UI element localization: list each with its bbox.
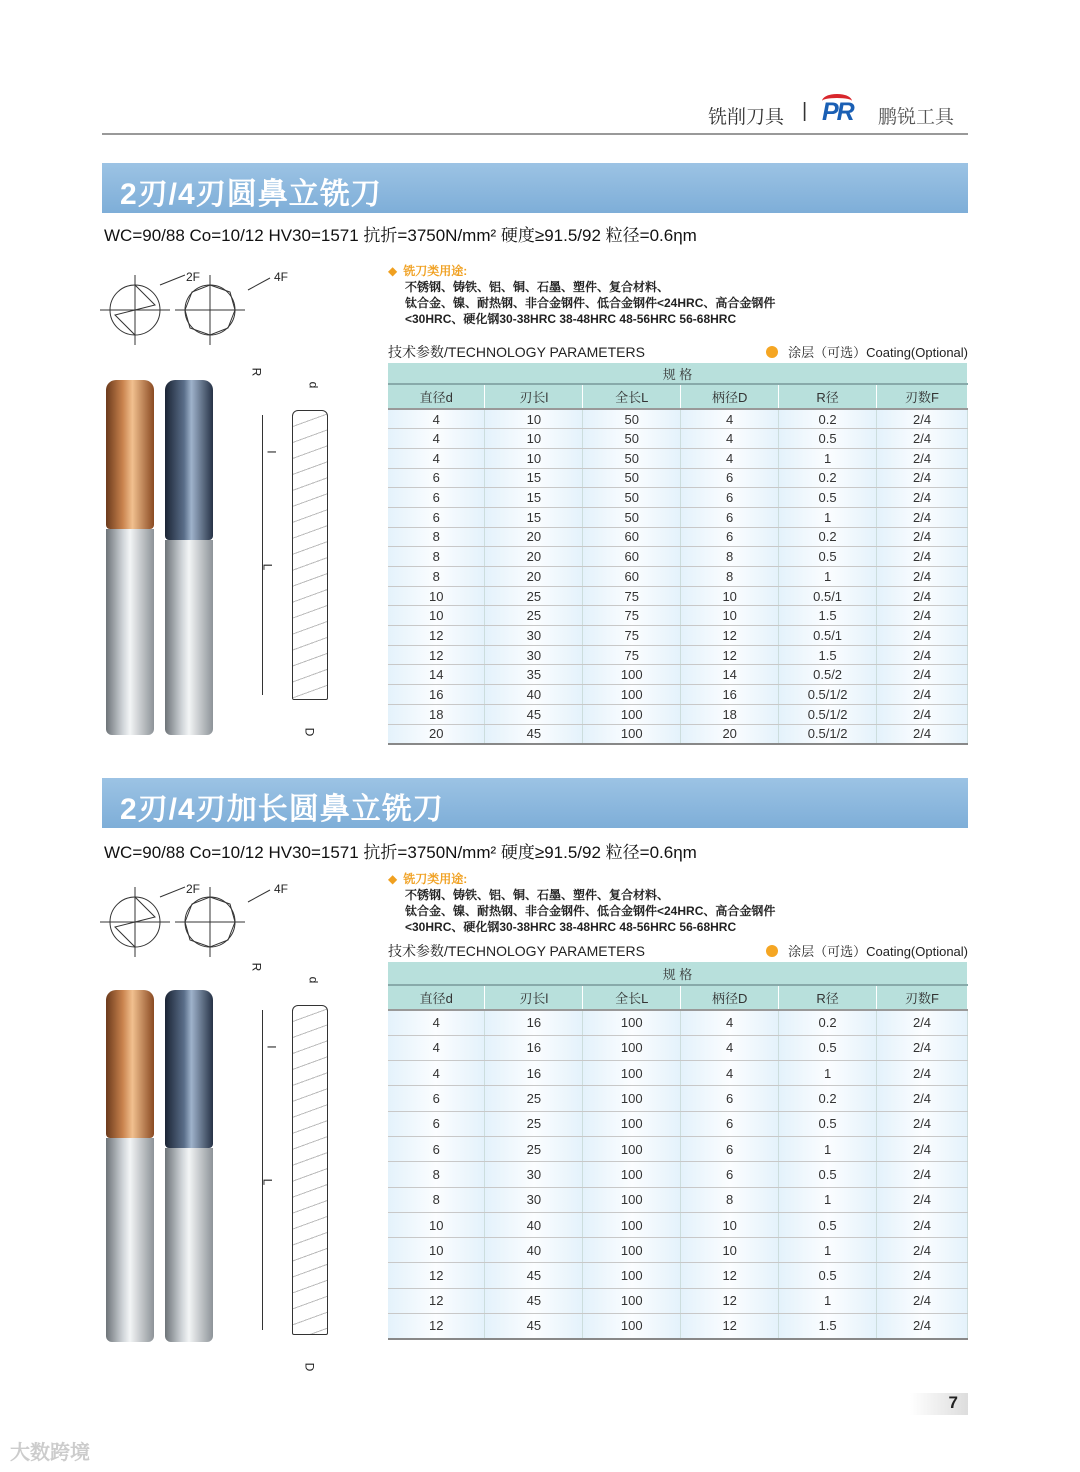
table-cell: 8 — [388, 1187, 485, 1212]
table-cell: 4 — [681, 1035, 779, 1060]
group-header: 规 格 — [388, 363, 968, 384]
table-cell: 2/4 — [877, 1263, 968, 1288]
table-cell: 4 — [681, 429, 779, 449]
table-cell: 4 — [681, 1061, 779, 1086]
table-row — [388, 1061, 968, 1086]
table-cell: 4 — [388, 1061, 485, 1086]
table-cell: 6 — [388, 507, 485, 527]
table-cell: 10 — [681, 586, 779, 606]
tech-params-label — [388, 941, 968, 961]
copper-end-mill-shank — [106, 529, 154, 735]
table-cell: 2/4 — [877, 626, 968, 646]
table-cell: 40 — [485, 685, 583, 705]
table-cell: 45 — [485, 724, 583, 744]
spec-table — [388, 363, 968, 745]
copper-end-mill-shank — [106, 1138, 154, 1342]
table-cell: 100 — [583, 1111, 681, 1136]
table-cell: 8 — [388, 527, 485, 547]
table-row — [388, 1212, 968, 1237]
material-spec: WC=90/88 Co=10/12 HV30=1571 抗折=3750N/mm² 硬度≥91.5/92 粒径=0.6ηm — [104, 843, 697, 862]
column-header: R径 — [779, 985, 877, 1010]
tool-drawing — [292, 1005, 328, 1335]
table-cell: 0.5/1/2 — [779, 704, 877, 724]
table-cell: 12 — [681, 1263, 779, 1288]
table-cell: 100 — [583, 1061, 681, 1086]
table-cell: 0.5 — [779, 1162, 877, 1187]
table-cell: 45 — [485, 704, 583, 724]
table-cell: 12 — [681, 1288, 779, 1313]
table-cell: 2/4 — [877, 1162, 968, 1187]
table-cell: 2/4 — [877, 507, 968, 527]
table-cell: 1 — [779, 1136, 877, 1161]
table-cell: 1.5 — [779, 1314, 877, 1339]
brand-name: 鹏锐工具 — [878, 107, 955, 128]
table-cell: 12 — [388, 626, 485, 646]
page-number: 7 — [910, 1393, 968, 1415]
label-2f: 2F — [186, 882, 201, 896]
coated-end-mill-shank — [165, 1148, 213, 1342]
table-cell: 2/4 — [877, 468, 968, 488]
column-header: 刃长l — [485, 985, 583, 1010]
table-cell: 10 — [388, 586, 485, 606]
table-cell: 2/4 — [877, 448, 968, 468]
table-cell: 25 — [485, 1136, 583, 1161]
usage-line: <30HRC、硬化钢30-38HRC 38-48HRC 48-56HRC 56-68HRC — [405, 312, 737, 326]
dimension-L-line — [262, 415, 263, 695]
table-cell: 4 — [388, 409, 485, 429]
table-cell: 100 — [583, 665, 681, 685]
table-cell: 8 — [681, 547, 779, 567]
coated-end-mill-shank — [165, 540, 213, 735]
usage-line: <30HRC、硬化钢30-38HRC 38-48HRC 48-56HRC 56-68HRC — [405, 920, 737, 934]
usage-line: 不锈钢、铸铁、铝、铜、石墨、塑件、复合材料、 — [405, 280, 670, 294]
table-row — [388, 547, 968, 567]
table-row — [388, 586, 968, 606]
table-cell: 75 — [583, 586, 681, 606]
table-row — [388, 1187, 968, 1212]
table-cell: 30 — [485, 645, 583, 665]
table-cell: 2/4 — [877, 1212, 968, 1237]
table-cell: 100 — [583, 1288, 681, 1313]
column-header: 柄径D — [681, 985, 779, 1010]
usage-block — [388, 871, 775, 935]
column-header: 刃长l — [485, 384, 583, 409]
watermark: 大数跨境 — [10, 1442, 90, 1464]
table-cell: 2/4 — [877, 1136, 968, 1161]
table-cell: 6 — [681, 1136, 779, 1161]
table-cell: 20 — [681, 724, 779, 744]
label-D: D — [302, 1362, 317, 1372]
table-row — [388, 1162, 968, 1187]
table-cell: 1 — [779, 1288, 877, 1313]
table-row — [388, 665, 968, 685]
table-cell: 100 — [583, 1314, 681, 1339]
table-cell: 0.5 — [779, 1111, 877, 1136]
copper-end-mill-image — [106, 380, 154, 529]
usage-line: 不锈钢、铸铁、铝、铜、石墨、塑件、复合材料、 — [405, 888, 670, 902]
table-cell: 50 — [583, 429, 681, 449]
table-cell: 50 — [583, 468, 681, 488]
group-header: 规 格 — [388, 962, 968, 985]
table-cell: 4 — [388, 429, 485, 449]
table-row — [388, 685, 968, 705]
label-2f: 2F — [186, 270, 201, 284]
table-cell: 0.5 — [779, 547, 877, 567]
table-cell: 12 — [388, 1288, 485, 1313]
table-cell: 18 — [388, 704, 485, 724]
table-cell: 2/4 — [877, 527, 968, 547]
table-cell: 10 — [485, 429, 583, 449]
table-row — [388, 448, 968, 468]
table-cell: 100 — [583, 1263, 681, 1288]
table-cell: 20 — [485, 567, 583, 587]
table-cell: 15 — [485, 468, 583, 488]
logo-letters: PR — [822, 98, 853, 126]
brand-logo — [820, 94, 970, 128]
table-cell: 2/4 — [877, 1086, 968, 1111]
table-cell: 100 — [583, 1212, 681, 1237]
table-cell: 30 — [485, 1187, 583, 1212]
table-row — [388, 567, 968, 587]
column-header: 柄径D — [681, 384, 779, 409]
2-flute-section-icon — [100, 887, 170, 957]
table-cell: 8 — [681, 567, 779, 587]
label-4f: 4F — [274, 270, 289, 284]
table-cell: 6 — [681, 507, 779, 527]
table-cell: 8 — [388, 567, 485, 587]
column-header: 直径d — [388, 985, 485, 1010]
table-cell: 100 — [583, 1136, 681, 1161]
table-cell: 25 — [485, 1111, 583, 1136]
table-cell: 30 — [485, 1162, 583, 1187]
table-cell: 60 — [583, 547, 681, 567]
tech-params-label — [388, 342, 968, 362]
header-divider — [102, 133, 968, 135]
label-L: L — [260, 1178, 275, 1186]
table-cell: 0.5/1/2 — [779, 685, 877, 705]
table-cell: 16 — [485, 1061, 583, 1086]
table-row — [388, 468, 968, 488]
table-cell: 12 — [388, 1314, 485, 1339]
table-cell: 100 — [583, 1010, 681, 1035]
table-row — [388, 724, 968, 744]
section-title: 2刃/4刃圆鼻立铣刀 — [102, 163, 968, 213]
table-cell: 25 — [485, 1086, 583, 1111]
table-cell: 50 — [583, 409, 681, 429]
table-row — [388, 429, 968, 449]
table-cell: 2/4 — [877, 488, 968, 508]
tech-params-title: 技术参数/TECHNOLOGY PARAMETERS — [388, 344, 645, 360]
label-r: R — [249, 962, 264, 972]
table-cell: 4 — [681, 1010, 779, 1035]
label-l: l — [264, 1045, 279, 1049]
table-cell: 0.5 — [779, 1263, 877, 1288]
table-cell: 25 — [485, 606, 583, 626]
table-row — [388, 606, 968, 626]
table-cell: 8 — [681, 1187, 779, 1212]
coated-end-mill-image — [165, 990, 213, 1148]
2-flute-section-icon — [100, 275, 170, 345]
coating-text: 涂层（可选）Coating(Optional) — [788, 345, 968, 360]
table-cell: 20 — [388, 724, 485, 744]
table-cell: 2/4 — [877, 1187, 968, 1212]
usage-line: 钛合金、镍、耐热钢、非合金钢件、低合金钢件<24HRC、高合金钢件 — [405, 904, 776, 918]
table-cell: 75 — [583, 626, 681, 646]
table-cell: 100 — [583, 1238, 681, 1263]
table-cell: 0.2 — [779, 527, 877, 547]
table-cell: 50 — [583, 448, 681, 468]
tech-params-title: 技术参数/TECHNOLOGY PARAMETERS — [388, 943, 645, 959]
coating-legend — [766, 941, 968, 960]
table-cell: 2/4 — [877, 409, 968, 429]
table-cell: 0.2 — [779, 1010, 877, 1035]
table-cell: 60 — [583, 567, 681, 587]
table-cell: 1.5 — [779, 606, 877, 626]
table-row — [388, 1010, 968, 1035]
table-cell: 12 — [681, 1314, 779, 1339]
table-cell: 2/4 — [877, 724, 968, 744]
table-cell: 6 — [681, 1086, 779, 1111]
dimension-L-line — [262, 1010, 263, 1330]
table-cell: 10 — [485, 409, 583, 429]
table-cell: 2/4 — [877, 1035, 968, 1060]
table-cell: 100 — [583, 724, 681, 744]
table-cell: 25 — [485, 586, 583, 606]
table-cell: 16 — [681, 685, 779, 705]
table-row — [388, 1136, 968, 1161]
table-cell: 6 — [388, 1086, 485, 1111]
table-cell: 2/4 — [877, 606, 968, 626]
table-cell: 0.5/1/2 — [779, 724, 877, 744]
table-cell: 100 — [583, 1162, 681, 1187]
material-spec: WC=90/88 Co=10/12 HV30=1571 抗折=3750N/mm² 硬度≥91.5/92 粒径=0.6ηm — [104, 226, 697, 245]
table-cell: 10 — [485, 448, 583, 468]
4-flute-section-icon — [175, 887, 245, 957]
table-row — [388, 645, 968, 665]
table-cell: 10 — [388, 606, 485, 626]
table-cell: 40 — [485, 1212, 583, 1237]
table-cell: 2/4 — [877, 645, 968, 665]
table-row — [388, 1263, 968, 1288]
table-cell: 100 — [583, 1086, 681, 1111]
table-cell: 8 — [388, 1162, 485, 1187]
table-row — [388, 704, 968, 724]
column-header: 直径d — [388, 384, 485, 409]
usage-title-text: 铣刀类用途: — [403, 264, 468, 278]
table-cell: 6 — [681, 1111, 779, 1136]
table-cell: 45 — [485, 1263, 583, 1288]
column-header: 全长L — [583, 985, 681, 1010]
table-cell: 14 — [681, 665, 779, 685]
table-cell: 2/4 — [877, 1238, 968, 1263]
table-cell: 12 — [388, 645, 485, 665]
table-cell: 2/4 — [877, 586, 968, 606]
label-D: D — [302, 727, 317, 737]
table-cell: 2/4 — [877, 1111, 968, 1136]
table-cell: 4 — [388, 448, 485, 468]
table-cell: 2/4 — [877, 685, 968, 705]
spec-table — [388, 962, 968, 1340]
coating-dot-icon — [766, 945, 778, 957]
coating-text: 涂层（可选）Coating(Optional) — [788, 944, 968, 959]
table-row — [388, 1314, 968, 1339]
usage-title-text: 铣刀类用途: — [403, 872, 468, 886]
table-row — [388, 1086, 968, 1111]
table-row — [388, 1111, 968, 1136]
coating-dot-icon — [766, 346, 778, 358]
label-4f: 4F — [274, 882, 289, 896]
table-cell: 0.2 — [779, 409, 877, 429]
table-cell: 10 — [681, 1238, 779, 1263]
table-cell: 50 — [583, 488, 681, 508]
table-cell: 50 — [583, 507, 681, 527]
table-cell: 16 — [485, 1035, 583, 1060]
table-cell: 6 — [388, 1111, 485, 1136]
table-cell: 1 — [779, 1187, 877, 1212]
table-cell: 20 — [485, 547, 583, 567]
table-cell: 6 — [681, 1162, 779, 1187]
coating-legend — [766, 342, 968, 361]
table-cell: 2/4 — [877, 429, 968, 449]
4-flute-section-icon — [175, 275, 245, 345]
table-cell: 0.5 — [779, 1212, 877, 1237]
table-row — [388, 1238, 968, 1263]
label-l: l — [264, 450, 279, 454]
table-row — [388, 527, 968, 547]
table-cell: 30 — [485, 626, 583, 646]
table-cell: 2/4 — [877, 1010, 968, 1035]
table-cell: 16 — [485, 1010, 583, 1035]
column-header-row — [388, 985, 968, 1010]
table-cell: 10 — [388, 1238, 485, 1263]
diamond-bullet-icon: ◆ — [388, 264, 398, 278]
usage-line: 钛合金、镍、耐热钢、非合金钢件、低合金钢件<24HRC、高合金钢件 — [405, 296, 776, 310]
table-cell: 1 — [779, 1238, 877, 1263]
table-cell: 0.5 — [779, 488, 877, 508]
table-cell: 45 — [485, 1314, 583, 1339]
coated-end-mill-image — [165, 380, 213, 540]
table-cell: 6 — [388, 1136, 485, 1161]
table-cell: 10 — [681, 606, 779, 626]
table-cell: 4 — [388, 1035, 485, 1060]
table-cell: 12 — [681, 626, 779, 646]
table-row — [388, 488, 968, 508]
table-cell: 1 — [779, 1061, 877, 1086]
label-L: L — [260, 563, 275, 571]
table-cell: 4 — [388, 1010, 485, 1035]
table-cell: 2/4 — [877, 567, 968, 587]
label-d-small: d — [306, 381, 321, 389]
table-cell: 8 — [388, 547, 485, 567]
usage-title — [388, 263, 775, 279]
table-cell: 1.5 — [779, 645, 877, 665]
table-cell: 6 — [388, 488, 485, 508]
table-cell: 2/4 — [877, 665, 968, 685]
table-cell: 18 — [681, 704, 779, 724]
table-cell: 60 — [583, 527, 681, 547]
group-header-row — [388, 363, 968, 384]
label-r: R — [249, 367, 264, 377]
table-cell: 2/4 — [877, 1288, 968, 1313]
column-header: R径 — [779, 384, 877, 409]
table-cell: 2/4 — [877, 1314, 968, 1339]
table-row — [388, 1035, 968, 1060]
table-cell: 0.2 — [779, 1086, 877, 1111]
table-cell: 2/4 — [877, 704, 968, 724]
column-header: 刃数F — [877, 985, 968, 1010]
table-cell: 14 — [388, 665, 485, 685]
table-cell: 0.5/1 — [779, 626, 877, 646]
table-row — [388, 1288, 968, 1313]
table-cell: 10 — [681, 1212, 779, 1237]
table-row — [388, 507, 968, 527]
usage-title — [388, 871, 775, 887]
section-title: 2刃/4刃加长圆鼻立铣刀 — [102, 778, 968, 828]
table-cell: 100 — [583, 704, 681, 724]
table-cell: 0.5/2 — [779, 665, 877, 685]
table-row — [388, 409, 968, 429]
copper-end-mill-image — [106, 990, 154, 1138]
column-header: 刃数F — [877, 384, 968, 409]
label-d-small: d — [306, 976, 321, 984]
group-header-row — [388, 962, 968, 985]
table-cell: 6 — [681, 527, 779, 547]
usage-block — [388, 263, 775, 327]
table-cell: 15 — [485, 488, 583, 508]
column-header-row — [388, 384, 968, 409]
table-cell: 35 — [485, 665, 583, 685]
header-separator: | — [802, 100, 808, 122]
table-cell: 6 — [388, 468, 485, 488]
table-cell: 12 — [681, 645, 779, 665]
header-category: 铣削刀具 — [708, 107, 785, 128]
table-row — [388, 626, 968, 646]
table-cell: 10 — [388, 1212, 485, 1237]
table-cell: 1 — [779, 448, 877, 468]
table-cell: 100 — [583, 1035, 681, 1060]
column-header: 全长L — [583, 384, 681, 409]
table-cell: 0.5/1 — [779, 586, 877, 606]
table-cell: 0.5 — [779, 1035, 877, 1060]
table-cell: 2/4 — [877, 547, 968, 567]
table-cell: 2/4 — [877, 1061, 968, 1086]
table-cell: 75 — [583, 645, 681, 665]
table-cell: 12 — [388, 1263, 485, 1288]
diamond-bullet-icon: ◆ — [388, 872, 398, 886]
table-cell: 1 — [779, 567, 877, 587]
table-cell: 0.5 — [779, 429, 877, 449]
table-cell: 20 — [485, 527, 583, 547]
table-cell: 4 — [681, 409, 779, 429]
table-cell: 1 — [779, 507, 877, 527]
table-cell: 100 — [583, 685, 681, 705]
table-cell: 15 — [485, 507, 583, 527]
table-cell: 6 — [681, 488, 779, 508]
tool-drawing — [292, 410, 328, 700]
table-cell: 100 — [583, 1187, 681, 1212]
table-cell: 75 — [583, 606, 681, 626]
table-cell: 16 — [388, 685, 485, 705]
table-cell: 45 — [485, 1288, 583, 1313]
table-cell: 40 — [485, 1238, 583, 1263]
table-cell: 0.2 — [779, 468, 877, 488]
table-cell: 6 — [681, 468, 779, 488]
table-cell: 4 — [681, 448, 779, 468]
